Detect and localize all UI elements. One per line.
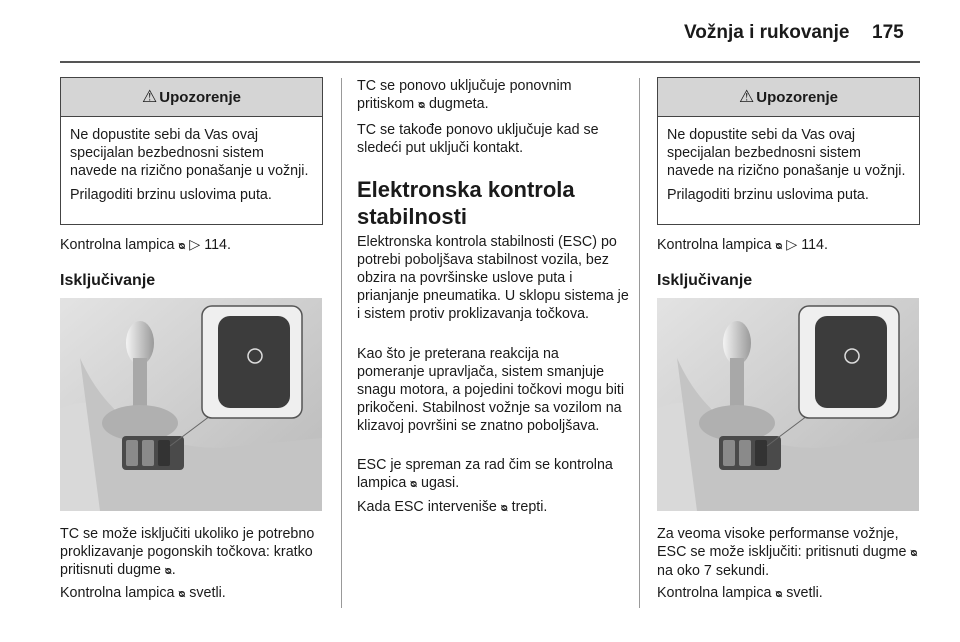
- warning-text: Prilagoditi brzinu uslovima puta.: [667, 187, 869, 203]
- esc-ready-text: ESC je spreman za rad čim se kontrolna lampica ᴓ ugasi.: [357, 457, 613, 491]
- esc-icon: ᴓ: [500, 502, 508, 514]
- esc-icon: ᴓ: [178, 240, 186, 252]
- header-rule: [60, 61, 920, 63]
- warning-header: [61, 78, 322, 117]
- tc-off-instruction: TC se može isključiti ukoliko je potrebno proklizavanje pogonskih točkova: kratko pritisnuti dugme ᴓ.: [60, 526, 315, 578]
- control-lamp-reference: Kontrolna lampica ᴓ ▷ 114.: [60, 237, 231, 253]
- column-divider: [639, 78, 640, 608]
- section-subheading: Isključivanje: [657, 272, 753, 289]
- esc-icon: ᴓ: [910, 547, 918, 559]
- esc-button-photo: [657, 298, 919, 511]
- arrow-ref-icon: ▷: [189, 237, 201, 253]
- warning-text: Ne dopustite sebi da Vas ovaj specijalan bezbednosni sistem navede na rizično ponašanje u vožnji.: [70, 127, 309, 179]
- warning-title: Upozorenje: [756, 88, 838, 106]
- warning-icon: ⚠: [739, 87, 755, 106]
- warning-text: Prilagoditi brzinu uslovima puta.: [70, 187, 272, 203]
- control-lamp-reference: Kontrolna lampica ᴓ ▷ 114.: [657, 237, 828, 253]
- esc-icon: ᴓ: [164, 565, 172, 577]
- section-subheading: Isključivanje: [60, 272, 156, 289]
- esc-icon: ᴓ: [418, 99, 425, 111]
- column-divider: [341, 78, 342, 608]
- esc-off-icon: ᴓ: [775, 588, 783, 600]
- control-lamp-on-text: Kontrolna lampica ᴓ svetli.: [657, 585, 823, 601]
- warning-text: Ne dopustite sebi da Vas ovaj specijalan bezbednosni sistem navede na rizično ponašanje u vožnji.: [667, 127, 906, 179]
- warning-title: Upozorenje: [159, 88, 241, 106]
- warning-box: [657, 77, 920, 225]
- warning-box: [60, 77, 323, 225]
- control-lamp-on-text: Kontrolna lampica ᴓ svetli.: [60, 585, 226, 601]
- tc-ignition-text: TC se takođe ponovo uključuje kad se sledeći put uključi kontakt.: [357, 122, 599, 156]
- esc-intervene-text: Kada ESC interveniše ᴓ trepti.: [357, 499, 548, 515]
- esc-operation-text: Kao što je preterana reakcija na pomeranje upravljača, sistem smanjuje snagu motora, a pojedini točkovi mogu biti prikočeni. Stabilnost vožnje sa vozilom na klizavoj površini se znatno poboljšava.: [357, 346, 625, 434]
- warning-header: [658, 78, 919, 117]
- warning-icon: ⚠: [142, 87, 158, 106]
- page-header-title: Vožnja i rukovanje: [684, 22, 850, 43]
- esc-description: Elektronska kontrola stabilnosti (ESC) po potrebi poboljšava stabilnost vozila, bez obzira na površinske uslove puta i prianjanje pneumatika. U sklopu sistema je i sistem protiv proklizavanja točkova.: [357, 234, 629, 322]
- arrow-ref-icon: ▷: [786, 237, 798, 253]
- section-heading-esc: Elektronska kontrola stabilnosti: [357, 177, 575, 229]
- esc-icon: ᴓ: [775, 240, 783, 252]
- tc-off-icon: ᴓ: [178, 588, 186, 600]
- esc-button-photo: [60, 298, 322, 511]
- esc-icon: ᴓ: [410, 478, 418, 490]
- tc-reenable-text: TC se ponovo uključuje ponovnim pritiskom ᴓ dugmeta.: [357, 78, 572, 112]
- esc-off-instruction: Za veoma visoke performanse vožnje, ESC se može isključiti: pritisnuti dugme ᴓ na oko 7 sekundi.: [657, 526, 918, 579]
- page-number: 175: [872, 22, 904, 43]
